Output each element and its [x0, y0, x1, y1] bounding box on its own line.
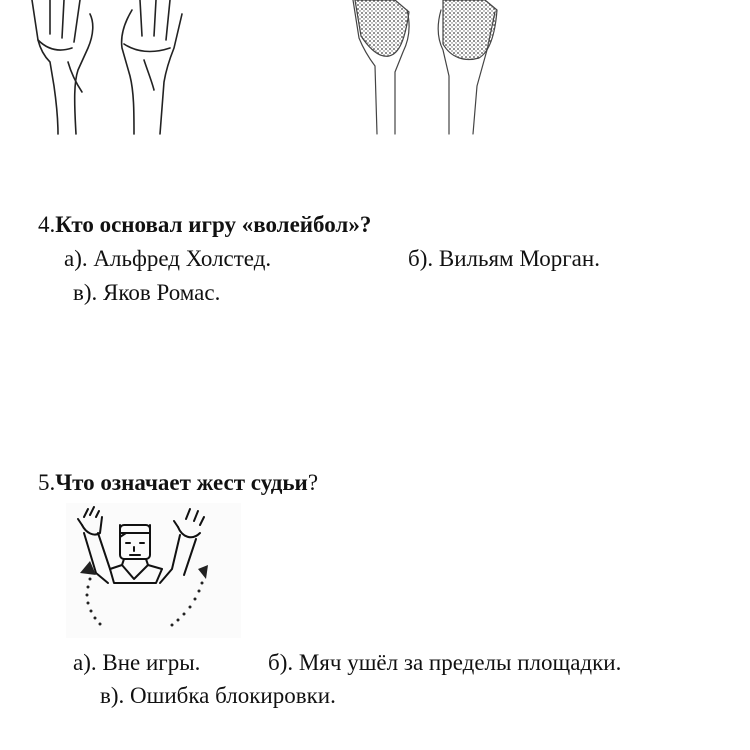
- question-5-title: [38, 470, 318, 496]
- question-4-option-a: а). Альфред Холстед.: [64, 246, 272, 271]
- question-4-option-b: б). Вильям Морган.: [408, 246, 600, 271]
- question-4-text: Кто основал игру «волейбол»?: [55, 212, 372, 237]
- hands-outline-icon: [20, 0, 190, 140]
- question-5-option-c: в). Ошибка блокировки.: [100, 683, 336, 708]
- question-5-number: 5.: [38, 470, 56, 495]
- question-4-title: [38, 212, 371, 238]
- question-4-option-c: в). Яков Ромас.: [73, 280, 221, 305]
- question-5-text: Что означает жест судьи: [55, 470, 308, 495]
- question-5-option-a: а). Вне игры.: [73, 650, 201, 675]
- hands-shaded-icon: [345, 0, 505, 140]
- referee-gesture-icon: [66, 503, 241, 638]
- question-4-number: 4.: [38, 212, 56, 237]
- question-5-mark: ?: [307, 470, 319, 495]
- question-5-option-b: б). Мяч ушёл за пределы площадки.: [268, 650, 622, 675]
